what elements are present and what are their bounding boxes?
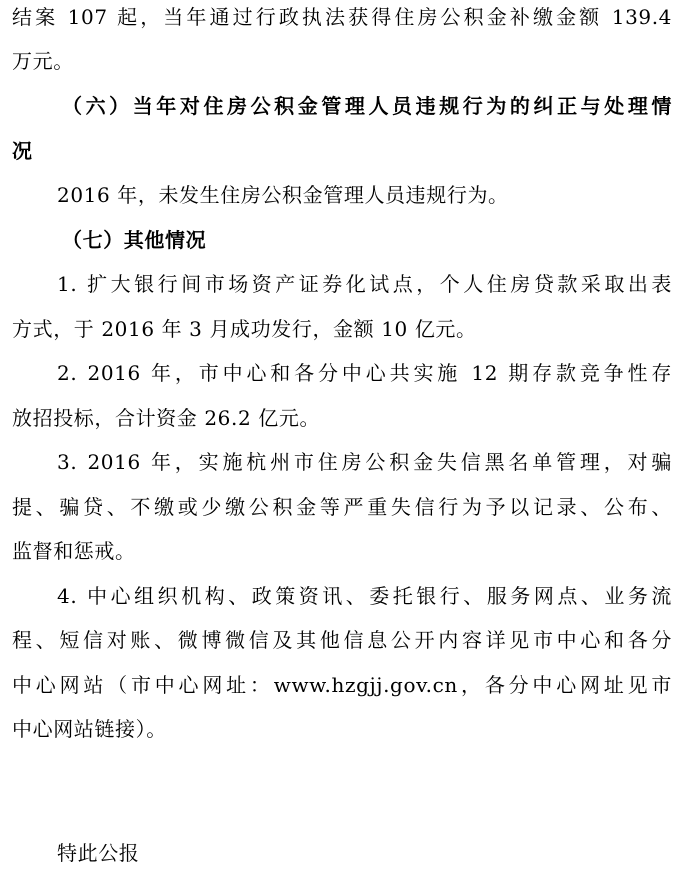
text-line: 放招投标，合计资金 26.2 亿元。 — [12, 406, 321, 430]
text-line: 中心网站（市中心网址：www.hzgjj.gov.cn，各分中心网址见市 — [12, 673, 672, 697]
section-heading: 况 — [12, 139, 33, 163]
text-line: 中心网站链接）。 — [12, 717, 167, 741]
text-line: 监督和惩戒。 — [12, 539, 136, 563]
text-line: 2016 年，未发生住房公积金管理人员违规行为。 — [57, 183, 509, 207]
text-line: 程、短信对账、微博微信及其他信息公开内容详见市中心和各分 — [12, 628, 672, 652]
list-item: 1. 扩大银行间市场资产证券化试点，个人住房贷款采取出表 — [57, 272, 672, 296]
list-item: 4. 中心组织机构、政策资讯、委托银行、服务网点、业务流 — [57, 584, 672, 608]
text-line: 结案 107 起，当年通过行政执法获得住房公积金补缴金额 139.4 — [12, 5, 672, 29]
section-heading: （六）当年对住房公积金管理人员违规行为的纠正与处理情 — [62, 94, 672, 118]
list-item: 3. 2016 年，实施杭州市住房公积金失信黑名单管理，对骗 — [57, 450, 672, 474]
section-heading: （七）其他情况 — [62, 228, 207, 252]
text-line: 提、骗贷、不缴或少缴公积金等严重失信行为予以记录、公布、 — [12, 495, 672, 519]
text-line: 方式，于 2016 年 3 月成功发行，金额 10 亿元。 — [12, 317, 477, 341]
list-item: 2. 2016 年，市中心和各分中心共实施 12 期存款竞争性存 — [57, 361, 672, 385]
text-line: 万元。 — [12, 49, 74, 73]
closing-text: 特此公报 — [57, 841, 140, 865]
